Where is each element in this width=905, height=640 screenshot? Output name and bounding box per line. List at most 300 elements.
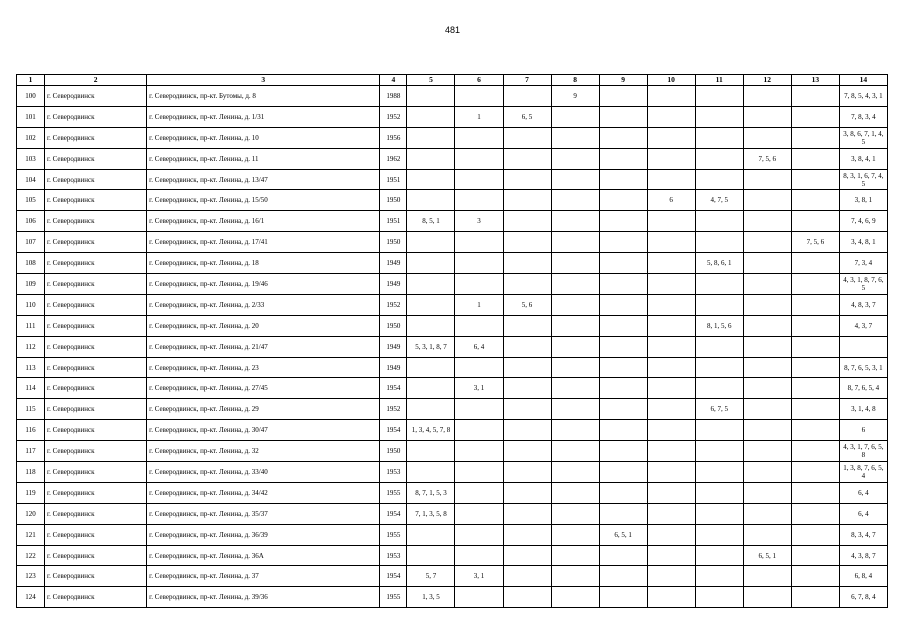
table-row <box>17 294 888 315</box>
col10-cell <box>647 482 695 503</box>
col9-cell <box>599 336 647 357</box>
row-number-cell: 114 <box>17 378 45 399</box>
row-number-cell: 116 <box>17 420 45 441</box>
year-cell: 1950 <box>380 190 407 211</box>
year-cell: 1952 <box>380 399 407 420</box>
col8-cell <box>551 545 599 566</box>
col13-cell <box>791 148 839 169</box>
col7-cell <box>503 566 551 587</box>
col8-cell <box>551 294 599 315</box>
col5-cell <box>407 127 455 148</box>
col6-cell <box>455 148 503 169</box>
col10-cell <box>647 545 695 566</box>
col11-cell: 8, 1, 5, 6 <box>695 315 743 336</box>
year-cell: 1949 <box>380 336 407 357</box>
col6-cell <box>455 253 503 274</box>
col13-cell <box>791 253 839 274</box>
year-cell: 1950 <box>380 315 407 336</box>
table-row <box>17 566 888 587</box>
row-number-cell: 124 <box>17 587 45 608</box>
col12-cell <box>743 294 791 315</box>
address-cell: г. Северодвинск, пр-кт. Ленина, д. 37 <box>147 566 380 587</box>
row-number-cell: 120 <box>17 503 45 524</box>
col9-cell <box>599 148 647 169</box>
col12-cell <box>743 566 791 587</box>
col10-cell <box>647 148 695 169</box>
col10-cell <box>647 86 695 107</box>
row-number-cell: 103 <box>17 148 45 169</box>
col6-cell <box>455 169 503 190</box>
address-cell: г. Северодвинск, пр-кт. Ленина, д. 11 <box>147 148 380 169</box>
col5-cell: 8, 5, 1 <box>407 211 455 232</box>
table-row <box>17 399 888 420</box>
city-cell: г. Северодвинск <box>45 420 147 441</box>
col10-cell <box>647 441 695 462</box>
col7-cell <box>503 482 551 503</box>
col12-cell: 7, 5, 6 <box>743 148 791 169</box>
col10-cell <box>647 274 695 295</box>
table-row <box>17 148 888 169</box>
year-cell: 1962 <box>380 148 407 169</box>
col11-cell <box>695 441 743 462</box>
col7-cell <box>503 524 551 545</box>
col11-cell: 4, 7, 5 <box>695 190 743 211</box>
city-cell: г. Северодвинск <box>45 587 147 608</box>
row-number-cell: 107 <box>17 232 45 253</box>
col14-cell: 6, 4 <box>839 482 887 503</box>
col7-cell <box>503 127 551 148</box>
col6-cell <box>455 545 503 566</box>
col6-cell <box>455 524 503 545</box>
address-cell: г. Северодвинск, пр-кт. Бутомы, д. 8 <box>147 86 380 107</box>
address-cell: г. Северодвинск, пр-кт. Ленина, д. 20 <box>147 315 380 336</box>
address-cell: г. Северодвинск, пр-кт. Ленина, д. 34/42 <box>147 482 380 503</box>
col8-cell <box>551 566 599 587</box>
col9-cell <box>599 399 647 420</box>
col5-cell <box>407 294 455 315</box>
col13-cell: 7, 5, 6 <box>791 232 839 253</box>
col5-cell <box>407 315 455 336</box>
col8-cell <box>551 441 599 462</box>
row-number-cell: 121 <box>17 524 45 545</box>
col14-cell: 6, 7, 8, 4 <box>839 587 887 608</box>
col5-cell <box>407 148 455 169</box>
city-cell: г. Северодвинск <box>45 253 147 274</box>
col5-cell <box>407 441 455 462</box>
col5-cell <box>407 190 455 211</box>
col6-cell <box>455 190 503 211</box>
row-number-cell: 113 <box>17 357 45 378</box>
col10-cell <box>647 566 695 587</box>
table-row <box>17 462 888 483</box>
col5-cell <box>407 524 455 545</box>
col5-cell <box>407 399 455 420</box>
col13-cell <box>791 357 839 378</box>
col6-cell <box>455 503 503 524</box>
col7-cell <box>503 190 551 211</box>
row-number-cell: 100 <box>17 86 45 107</box>
table-row <box>17 482 888 503</box>
col14-cell: 3, 1, 4, 8 <box>839 399 887 420</box>
column-header: 5 <box>407 75 455 86</box>
col8-cell <box>551 232 599 253</box>
col14-cell: 6 <box>839 420 887 441</box>
table-row <box>17 503 888 524</box>
col9-cell <box>599 294 647 315</box>
year-cell: 1955 <box>380 482 407 503</box>
address-cell: г. Северодвинск, пр-кт. Ленина, д. 36/39 <box>147 524 380 545</box>
col7-cell <box>503 503 551 524</box>
table-row <box>17 336 888 357</box>
col14-cell: 4, 3, 1, 8, 7, 6, 5 <box>839 274 887 295</box>
col9-cell <box>599 482 647 503</box>
col11-cell <box>695 566 743 587</box>
city-cell: г. Северодвинск <box>45 169 147 190</box>
col12-cell <box>743 441 791 462</box>
col10-cell <box>647 127 695 148</box>
col12-cell <box>743 399 791 420</box>
col5-cell: 8, 7, 1, 5, 3 <box>407 482 455 503</box>
col13-cell <box>791 336 839 357</box>
col12-cell <box>743 524 791 545</box>
col14-cell: 3, 8, 1 <box>839 190 887 211</box>
city-cell: г. Северодвинск <box>45 190 147 211</box>
row-number-cell: 111 <box>17 315 45 336</box>
col13-cell <box>791 524 839 545</box>
city-cell: г. Северодвинск <box>45 274 147 295</box>
col6-cell <box>455 127 503 148</box>
col12-cell <box>743 462 791 483</box>
city-cell: г. Северодвинск <box>45 378 147 399</box>
address-cell: г. Северодвинск, пр-кт. Ленина, д. 29 <box>147 399 380 420</box>
table-row <box>17 232 888 253</box>
table-row <box>17 441 888 462</box>
year-cell: 1953 <box>380 545 407 566</box>
col14-cell: 4, 3, 8, 7 <box>839 545 887 566</box>
col6-cell <box>455 357 503 378</box>
col9-cell <box>599 566 647 587</box>
col12-cell <box>743 503 791 524</box>
col13-cell <box>791 315 839 336</box>
col7-cell <box>503 441 551 462</box>
col5-cell: 7, 1, 3, 5, 8 <box>407 503 455 524</box>
col11-cell: 5, 8, 6, 1 <box>695 253 743 274</box>
column-header: 6 <box>455 75 503 86</box>
col10-cell <box>647 232 695 253</box>
col6-cell <box>455 441 503 462</box>
col13-cell <box>791 420 839 441</box>
column-header: 9 <box>599 75 647 86</box>
col9-cell <box>599 315 647 336</box>
col8-cell <box>551 169 599 190</box>
table-row <box>17 106 888 127</box>
col9-cell <box>599 587 647 608</box>
city-cell: г. Северодвинск <box>45 357 147 378</box>
col9-cell <box>599 503 647 524</box>
col6-cell <box>455 482 503 503</box>
row-number-cell: 115 <box>17 399 45 420</box>
col13-cell <box>791 294 839 315</box>
city-cell: г. Северодвинск <box>45 294 147 315</box>
col9-cell <box>599 378 647 399</box>
col13-cell <box>791 106 839 127</box>
year-cell: 1954 <box>380 566 407 587</box>
col14-cell: 4, 3, 1, 7, 6, 5, 8 <box>839 441 887 462</box>
table-row <box>17 169 888 190</box>
col12-cell <box>743 482 791 503</box>
col11-cell <box>695 274 743 295</box>
col6-cell <box>455 462 503 483</box>
row-number-cell: 119 <box>17 482 45 503</box>
col8-cell <box>551 420 599 441</box>
col13-cell <box>791 587 839 608</box>
col11-cell <box>695 294 743 315</box>
col12-cell <box>743 86 791 107</box>
col10-cell <box>647 315 695 336</box>
col7-cell <box>503 462 551 483</box>
col5-cell <box>407 169 455 190</box>
city-cell: г. Северодвинск <box>45 148 147 169</box>
city-cell: г. Северодвинск <box>45 336 147 357</box>
city-cell: г. Северодвинск <box>45 127 147 148</box>
year-cell: 1951 <box>380 169 407 190</box>
city-cell: г. Северодвинск <box>45 232 147 253</box>
year-cell: 1950 <box>380 441 407 462</box>
year-cell: 1954 <box>380 503 407 524</box>
col9-cell <box>599 190 647 211</box>
col11-cell <box>695 169 743 190</box>
col7-cell <box>503 378 551 399</box>
city-cell: г. Северодвинск <box>45 441 147 462</box>
col8-cell <box>551 253 599 274</box>
col14-cell: 8, 7, 6, 5, 4 <box>839 378 887 399</box>
col11-cell <box>695 462 743 483</box>
col9-cell <box>599 462 647 483</box>
col6-cell <box>455 232 503 253</box>
table-row <box>17 315 888 336</box>
col11-cell <box>695 587 743 608</box>
col14-cell: 6, 4 <box>839 503 887 524</box>
col11-cell <box>695 545 743 566</box>
city-cell: г. Северодвинск <box>45 482 147 503</box>
col7-cell <box>503 357 551 378</box>
col10-cell <box>647 378 695 399</box>
table-row <box>17 211 888 232</box>
column-header: 7 <box>503 75 551 86</box>
col11-cell <box>695 86 743 107</box>
year-cell: 1955 <box>380 524 407 545</box>
col14-cell: 8, 3, 4, 7 <box>839 524 887 545</box>
col12-cell <box>743 190 791 211</box>
col13-cell <box>791 545 839 566</box>
col5-cell <box>407 106 455 127</box>
city-cell: г. Северодвинск <box>45 211 147 232</box>
col7-cell <box>503 315 551 336</box>
address-cell: г. Северодвинск, пр-кт. Ленина, д. 23 <box>147 357 380 378</box>
col9-cell <box>599 253 647 274</box>
col6-cell: 3, 1 <box>455 566 503 587</box>
city-cell: г. Северодвинск <box>45 566 147 587</box>
col6-cell: 6, 4 <box>455 336 503 357</box>
year-cell: 1953 <box>380 462 407 483</box>
col8-cell <box>551 503 599 524</box>
address-cell: г. Северодвинск, пр-кт. Ленина, д. 36А <box>147 545 380 566</box>
col5-cell: 5, 7 <box>407 566 455 587</box>
city-cell: г. Северодвинск <box>45 462 147 483</box>
col13-cell <box>791 127 839 148</box>
col11-cell <box>695 232 743 253</box>
col13-cell <box>791 462 839 483</box>
col12-cell: 6, 5, 1 <box>743 545 791 566</box>
city-cell: г. Северодвинск <box>45 545 147 566</box>
column-header: 4 <box>380 75 407 86</box>
col6-cell <box>455 420 503 441</box>
col11-cell <box>695 503 743 524</box>
registry-table <box>16 74 888 608</box>
table-row <box>17 420 888 441</box>
col6-cell <box>455 587 503 608</box>
city-cell: г. Северодвинск <box>45 503 147 524</box>
col6-cell: 1 <box>455 106 503 127</box>
city-cell: г. Северодвинск <box>45 315 147 336</box>
city-cell: г. Северодвинск <box>45 106 147 127</box>
col10-cell <box>647 211 695 232</box>
col12-cell <box>743 169 791 190</box>
col7-cell <box>503 148 551 169</box>
col7-cell <box>503 253 551 274</box>
col7-cell <box>503 86 551 107</box>
col6-cell <box>455 315 503 336</box>
year-cell: 1988 <box>380 86 407 107</box>
col14-cell: 7, 3, 4 <box>839 253 887 274</box>
col12-cell <box>743 420 791 441</box>
col14-cell: 4, 8, 3, 7 <box>839 294 887 315</box>
column-header: 1 <box>17 75 45 86</box>
table-row <box>17 524 888 545</box>
col12-cell <box>743 587 791 608</box>
col13-cell <box>791 566 839 587</box>
col5-cell <box>407 86 455 107</box>
col7-cell: 5, 6 <box>503 294 551 315</box>
col8-cell <box>551 587 599 608</box>
col6-cell <box>455 274 503 295</box>
address-cell: г. Северодвинск, пр-кт. Ленина, д. 17/41 <box>147 232 380 253</box>
city-cell: г. Северодвинск <box>45 399 147 420</box>
col10-cell <box>647 587 695 608</box>
col9-cell <box>599 232 647 253</box>
col13-cell <box>791 211 839 232</box>
col12-cell <box>743 253 791 274</box>
address-cell: г. Северодвинск, пр-кт. Ленина, д. 35/37 <box>147 503 380 524</box>
col8-cell <box>551 106 599 127</box>
row-number-cell: 110 <box>17 294 45 315</box>
table-row <box>17 587 888 608</box>
address-cell: г. Северодвинск, пр-кт. Ленина, д. 18 <box>147 253 380 274</box>
col14-cell: 7, 8, 5, 4, 3, 1 <box>839 86 887 107</box>
table-row <box>17 274 888 295</box>
address-cell: г. Северодвинск, пр-кт. Ленина, д. 39/36 <box>147 587 380 608</box>
col13-cell <box>791 378 839 399</box>
col11-cell <box>695 106 743 127</box>
col7-cell: 6, 5 <box>503 106 551 127</box>
col6-cell: 1 <box>455 294 503 315</box>
col13-cell <box>791 274 839 295</box>
col7-cell <box>503 587 551 608</box>
col14-cell: 4, 3, 7 <box>839 315 887 336</box>
col10-cell: 6 <box>647 190 695 211</box>
address-cell: г. Северодвинск, пр-кт. Ленина, д. 1/31 <box>147 106 380 127</box>
col7-cell <box>503 232 551 253</box>
col13-cell <box>791 399 839 420</box>
col8-cell <box>551 211 599 232</box>
row-number-cell: 102 <box>17 127 45 148</box>
year-cell: 1949 <box>380 253 407 274</box>
col11-cell <box>695 127 743 148</box>
col9-cell <box>599 211 647 232</box>
col10-cell <box>647 399 695 420</box>
col9-cell <box>599 274 647 295</box>
row-number-cell: 122 <box>17 545 45 566</box>
col11-cell: 6, 7, 5 <box>695 399 743 420</box>
col7-cell <box>503 545 551 566</box>
address-cell: г. Северодвинск, пр-кт. Ленина, д. 10 <box>147 127 380 148</box>
col13-cell <box>791 169 839 190</box>
row-number-cell: 123 <box>17 566 45 587</box>
col11-cell <box>695 482 743 503</box>
column-header: 11 <box>695 75 743 86</box>
year-cell: 1949 <box>380 274 407 295</box>
col10-cell <box>647 294 695 315</box>
col9-cell: 6, 5, 1 <box>599 524 647 545</box>
col8-cell: 9 <box>551 86 599 107</box>
col10-cell <box>647 169 695 190</box>
address-cell: г. Северодвинск, пр-кт. Ленина, д. 2/33 <box>147 294 380 315</box>
year-cell: 1954 <box>380 378 407 399</box>
col9-cell <box>599 441 647 462</box>
col13-cell <box>791 441 839 462</box>
col5-cell: 1, 3, 4, 5, 7, 8 <box>407 420 455 441</box>
col11-cell <box>695 357 743 378</box>
address-cell: г. Северодвинск, пр-кт. Ленина, д. 27/45 <box>147 378 380 399</box>
col7-cell <box>503 169 551 190</box>
col10-cell <box>647 524 695 545</box>
col8-cell <box>551 378 599 399</box>
col7-cell <box>503 399 551 420</box>
row-number-cell: 112 <box>17 336 45 357</box>
year-cell: 1955 <box>380 587 407 608</box>
row-number-cell: 118 <box>17 462 45 483</box>
col10-cell <box>647 503 695 524</box>
col7-cell <box>503 274 551 295</box>
row-number-cell: 108 <box>17 253 45 274</box>
col5-cell: 1, 3, 5 <box>407 587 455 608</box>
row-number-cell: 101 <box>17 106 45 127</box>
col5-cell: 5, 3, 1, 8, 7 <box>407 336 455 357</box>
col14-cell: 7, 4, 6, 9 <box>839 211 887 232</box>
col10-cell <box>647 336 695 357</box>
col8-cell <box>551 336 599 357</box>
address-cell: г. Северодвинск, пр-кт. Ленина, д. 32 <box>147 441 380 462</box>
col8-cell <box>551 315 599 336</box>
col14-cell: 6, 8, 4 <box>839 566 887 587</box>
col10-cell <box>647 106 695 127</box>
row-number-cell: 105 <box>17 190 45 211</box>
col11-cell <box>695 524 743 545</box>
col8-cell <box>551 148 599 169</box>
col5-cell <box>407 253 455 274</box>
table-row <box>17 357 888 378</box>
col8-cell <box>551 482 599 503</box>
